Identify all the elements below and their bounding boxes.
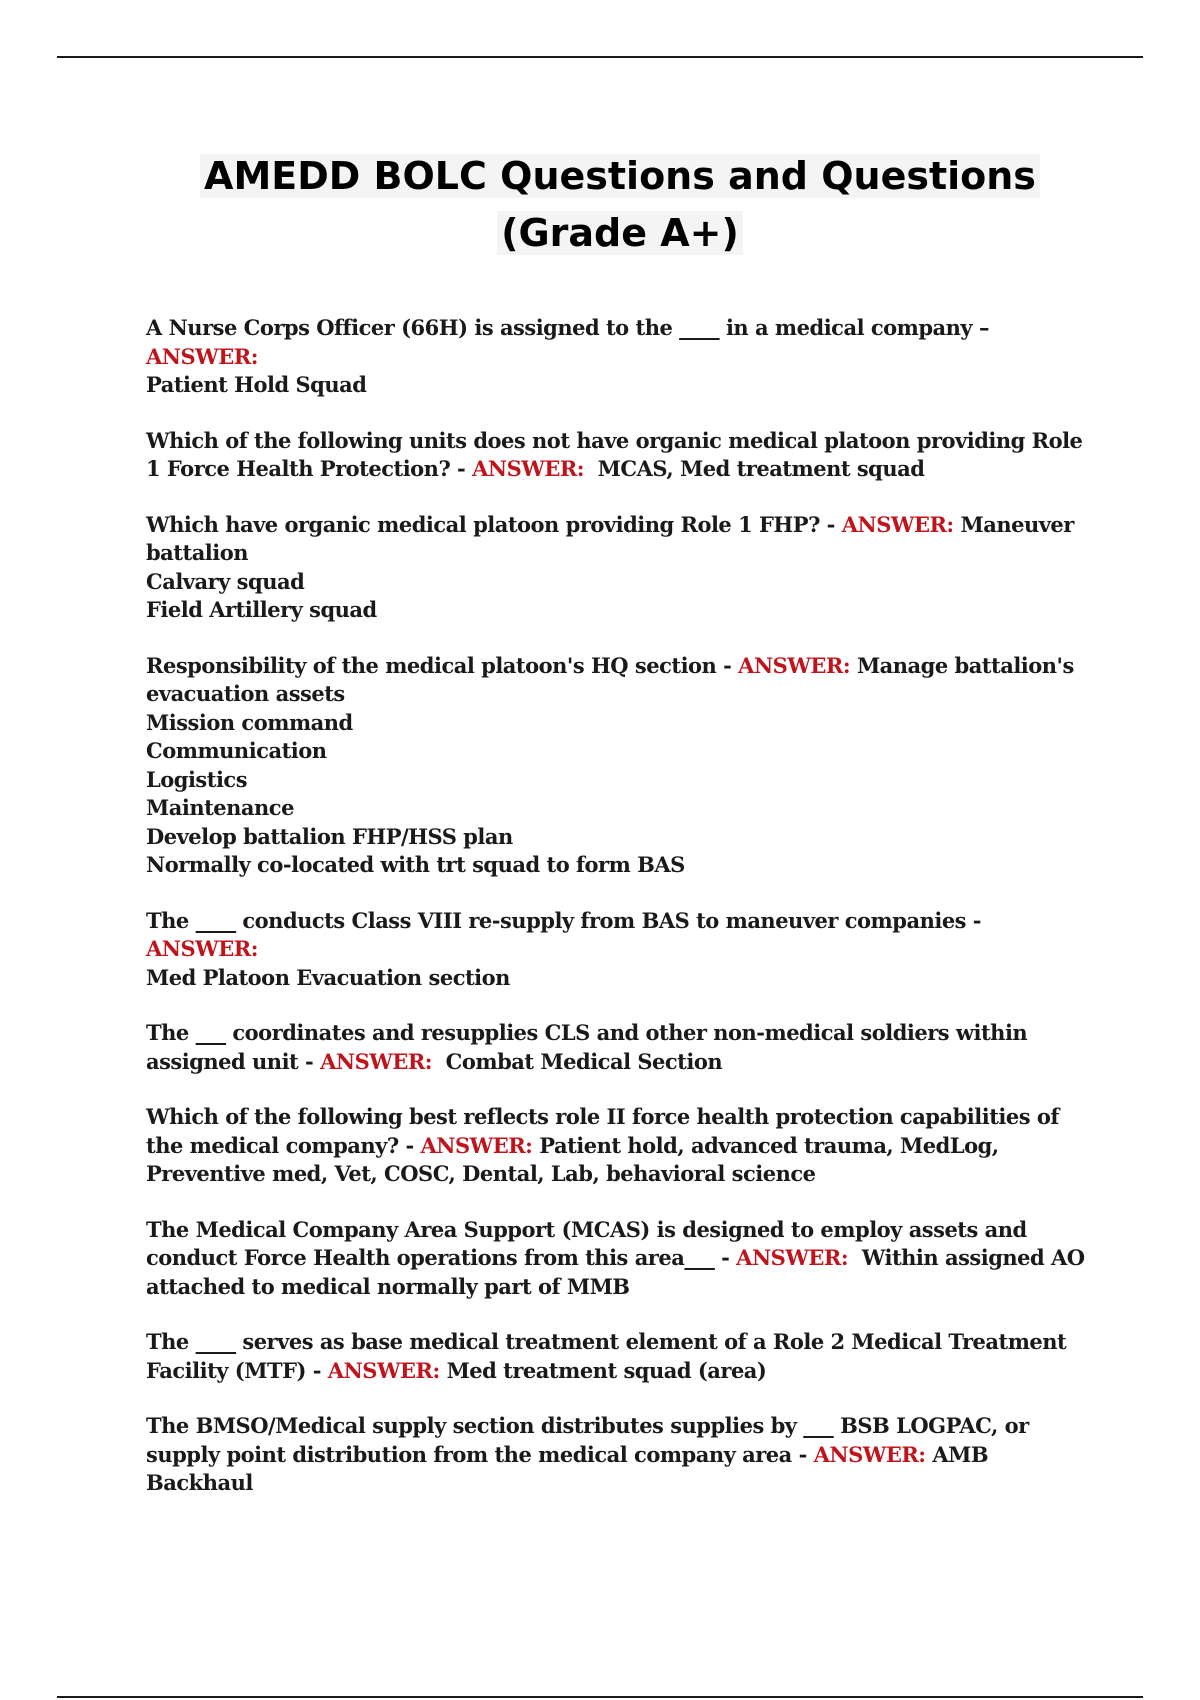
answer-label: ANSWER:	[420, 1132, 533, 1158]
document-title-line-2: (Grade A+)	[497, 211, 743, 255]
answer-label: ANSWER:	[327, 1357, 440, 1383]
answer-text: Logistics	[146, 766, 248, 792]
answer-text: Patient hold, advanced trauma, MedLog, Preventive med, Vet, COSC, Dental, Lab, behavioral science	[146, 1132, 999, 1186]
qa-item	[146, 652, 1086, 880]
qa-item	[146, 1328, 1086, 1385]
answer-label: ANSWER:	[472, 456, 585, 481]
answer-text: Maintenance	[146, 795, 294, 820]
question-text: The ____ serves as base medical treatment element of a Role 2 Medical Treatment Facility (MTF) -	[146, 1329, 1067, 1383]
qa-item	[146, 907, 1086, 993]
qa-item	[146, 1019, 1086, 1076]
answer-label: ANSWER:	[813, 1441, 926, 1467]
answer-text: AMB Backhaul	[146, 1441, 989, 1495]
qa-item	[146, 314, 1086, 400]
footer-rule	[57, 1696, 1143, 1698]
question-text: The ____ conducts Class VIII re-supply from BAS to maneuver companies -	[146, 907, 982, 933]
qa-item	[146, 427, 1086, 484]
answer-text: Med Platoon Evacuation section	[146, 964, 510, 990]
answer-text: Mission command	[146, 709, 353, 735]
qa-list	[146, 314, 1086, 1525]
question-text: A Nurse Corps Officer (66H) is assigned to the ____ in a medical company –	[146, 315, 989, 340]
question-text: The Medical Company Area Support (MCAS) is designed to employ assets and conduct Force Health operations from this area___ -	[146, 1216, 1027, 1270]
answer-text: Manage battalion's evacuation assets	[146, 652, 1074, 706]
answer-text: Med treatment squad (area)	[446, 1357, 767, 1383]
answer-text: Calvary squad	[146, 568, 305, 594]
header-rule	[57, 56, 1143, 58]
answer-label: ANSWER:	[146, 936, 258, 961]
question-text: Which of the following units does not have organic medical platoon providing Role 1 Force Health Protection? -	[146, 427, 1083, 481]
answer-text: MCAS, Med treatment squad	[597, 456, 925, 481]
answer-text: Normally co-located with trt squad to form BAS	[146, 852, 685, 877]
answer-label: ANSWER:	[738, 652, 851, 678]
answer-text: Communication	[146, 738, 327, 763]
question-text: The ___ coordinates and resupplies CLS and other non-medical soldiers within assigned unit -	[146, 1020, 1028, 1074]
qa-item	[146, 511, 1086, 625]
question-text: Which of the following best reflects role II force health protection capabilities of the medical company? -	[146, 1104, 1059, 1158]
question-text: Which have organic medical platoon providing Role 1 FHP? -	[146, 511, 842, 537]
answer-text: Field Artillery squad	[146, 597, 377, 622]
answer-text: Maneuver battalion	[146, 511, 1074, 565]
document-title-line-1: AMEDD BOLC Questions and Questions	[200, 154, 1040, 198]
answer-label: ANSWER:	[736, 1245, 849, 1270]
answer-label: ANSWER:	[146, 343, 258, 369]
answer-text: Develop battalion FHP/HSS plan	[146, 823, 513, 849]
answer-label: ANSWER:	[841, 511, 954, 537]
document-title	[140, 148, 1100, 262]
answer-text: Patient Hold Squad	[146, 372, 367, 397]
answer-label: ANSWER:	[320, 1048, 433, 1074]
qa-item	[146, 1216, 1086, 1302]
answer-text: Combat Medical Section	[445, 1048, 723, 1074]
question-text: Responsibility of the medical platoon's HQ section -	[146, 652, 739, 678]
qa-item	[146, 1412, 1086, 1498]
qa-item	[146, 1103, 1086, 1189]
question-text: The BMSO/Medical supply section distributes supplies by ___ BSB LOGPAC, or supply point distribution from the medical company area -	[146, 1413, 1029, 1467]
answer-text: Within assigned AO attached to medical normally part of MMB	[146, 1245, 1085, 1299]
